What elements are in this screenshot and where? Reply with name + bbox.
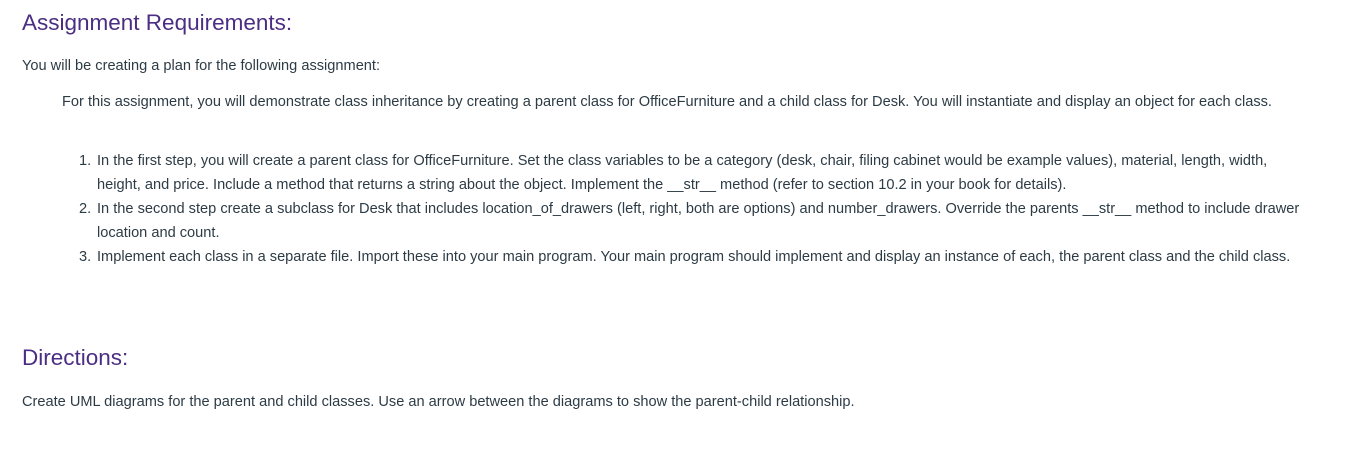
- step-number: 1.: [79, 153, 92, 169]
- step-text: In the first step, you will create a parent class for OfficeFurniture. Set the class variables to be a category (desk, chair, filing cabinet would be example values), material, length, width, height, and price. Include a method that returns a string about the object. Implement the __str__ method (refer to section 10.2 in your book for details).: [97, 153, 1268, 193]
- step-text: In the second step create a subclass for Desk that includes location_of_drawers (left, right, both are options) and number_drawers. Override the parents __str__ method to include drawer location and count.: [97, 201, 1300, 241]
- step-number: 3.: [79, 249, 92, 265]
- directions-text: Create UML diagrams for the parent and child classes. Use an arrow between the diagrams to show the parent-child relationship.: [22, 394, 855, 410]
- step-number: 2.: [79, 201, 92, 217]
- assignment-intro-text: You will be creating a plan for the following assignment:: [22, 58, 381, 74]
- list-item: [79, 197, 1312, 245]
- assignment-requirements-heading: Assignment Requirements:: [22, 10, 293, 35]
- list-item: [79, 245, 1312, 269]
- step-text: Implement each class in a separate file. Import these into your main program. Your main program should implement and display an instance of each, the parent class and the child class.: [97, 249, 1291, 265]
- directions-heading: Directions:: [22, 345, 129, 370]
- list-item: [79, 149, 1312, 197]
- assignment-blockquote: [62, 90, 1312, 265]
- assignment-description: For this assignment, you will demonstrate class inheritance by creating a parent class for OfficeFurniture and a child class for Desk. You will instantiate and display an object for each class.: [62, 94, 1272, 110]
- assignment-steps-list: [79, 149, 1312, 269]
